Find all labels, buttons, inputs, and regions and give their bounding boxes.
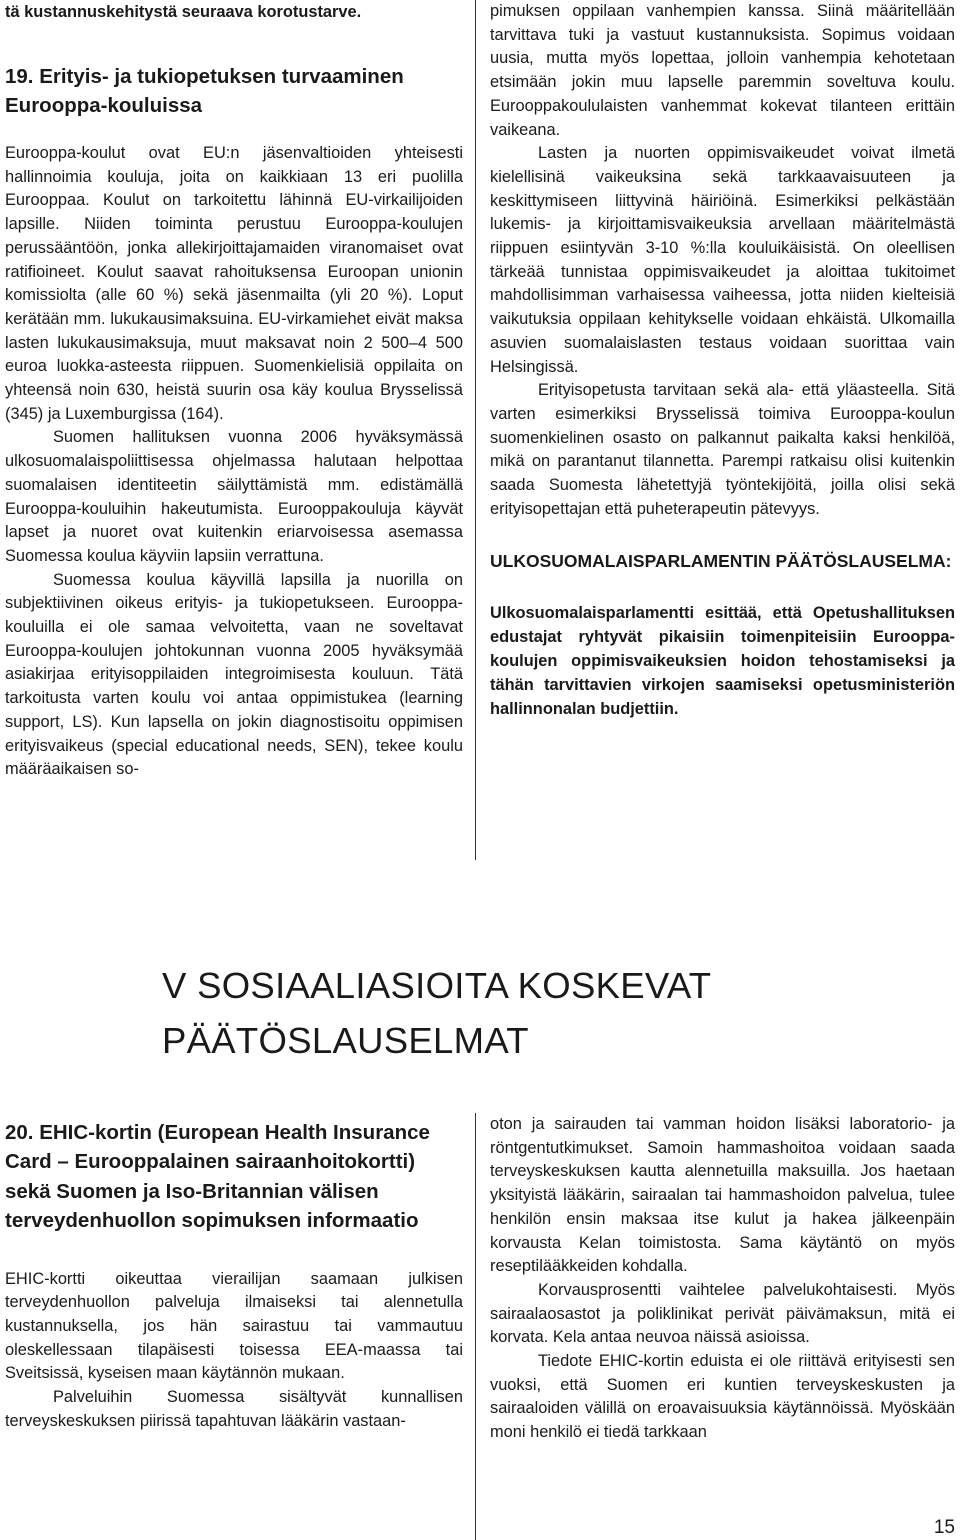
continued-text: tä kustannuskehitystä seuraava korotustarve. bbox=[5, 3, 362, 21]
section-20-title: 20. EHIC-kortin (European Health Insurance Card – Eurooppalainen sairaanhoitokortti) sekä Suomen ja Iso-Britannian välisen terveydenhuollon sopimuksen informaatio bbox=[5, 1121, 430, 1233]
bottom-right-column bbox=[490, 1113, 955, 1445]
resolution-text: Ulkosuomalaisparlamentti esittää, että Opetushallituksen edustajat ryhtyvät pikaisiin toimenpiteisiin Eurooppa-koulujen oppimisvaikeuksien hoidon tehostamiseksi ja tähän tarvittavien virkojen saamiseksi opetusministeriön hallinnonalan budjettiin. bbox=[490, 604, 955, 719]
paragraph: Palveluihin Suomessa sisältyvät kunnallisen terveyskeskuksen piirissä tapahtuvan lääkärin vastaan- bbox=[5, 1388, 463, 1430]
top-right-column bbox=[490, 0, 955, 738]
paragraph: Tiedote EHIC-kortin eduista ei ole riittävä erityisesti sen vuoksi, että Suomen eri kuntien terveyskeskusten ja sairaaloiden välillä on eroavaisuuksia käytännöissä. Myöskään moni henkilö ei tiedä tarkkaan bbox=[490, 1352, 955, 1442]
paragraph: Erityisopetusta tarvitaan sekä ala- että yläasteella. Sitä varten esimerkiksi Brysselissä toimiva Eurooppa-koulun suomenkielinen osasto on palkannut paikalta kaksi henkilöä, mikä on parantanut tilannetta. Parempi ratkaisu olisi kuitenkin saada Suomesta lähetettyjä työntekijöitä, joilla olisi sekä erityisopettajan että puheterapeutin pätevyys. bbox=[490, 381, 955, 518]
page-number: 15 bbox=[933, 1517, 955, 1538]
chapter-title: V SOSIAALIASIOITA KOSKEVAT PÄÄTÖSLAUSELMAT bbox=[162, 965, 711, 1061]
paragraph: Lasten ja nuorten oppimisvaikeudet voivat ilmetä kielellisinä vaikeuksina sekä tarkkaavaisuuteen ja keskittymiseen liittyvinä häiriöinä. Esimerkiksi pelkästään lukemis- ja kirjoittamisvaikeuksia arvellaan määritelmästä riippuen esiintyvän 3-10 %:lla kouluikäisistä. On oleellisen tärkeää tunnistaa oppimisvaikeudet ja aloittaa tukitoimet mahdollisimman varhaisessa vaiheessa, jotta niiden kielteisiä vaikutuksia oppilaan kehitykselle voidaan ehkäistä. Ulkomailla asuvien suomalaislasten testaus voidaan suorittaa vain Helsingissä. bbox=[490, 144, 955, 376]
top-left-column bbox=[5, 0, 463, 782]
bottom-left-column bbox=[5, 1118, 463, 1434]
paragraph: Korvausprosentti vaihtelee palvelukohtaisesti. Myös sairaalaosastot ja poliklinikat perivät päivämaksun, mitä ei korvata. Kela antaa neuvoa näissä asioissa. bbox=[490, 1280, 955, 1347]
paragraph: Suomen hallituksen vuonna 2006 hyväksymässä ulkosuomalaispoliittisessa ohjelmassa halutaan helpottaa suomalaisen identiteetin säilyttämistä mm. edistämällä Eurooppa-kouluihin hakeutumista. Eurooppakouluja käyvät lapset ja nuoret ovat kuitenkin eriarvoisessa asemassa Suomessa koulua käyviin lapsiin verrattuna. bbox=[5, 428, 463, 565]
paragraph: oton ja sairauden tai vamman hoidon lisäksi laboratorio- ja röntgentutkimukset. Samoin hammashoitoa voidaan saada terveyskeskuksen kautta alennetuilla maksuilla. Jos haetaan yksityistä lääkärin, sairaalan tai hammashoidon palvelua, tulee henkilön ensin maksaa itse kulut ja hakea jälkeenpäin korvausta Kelan toimistosta. Sama käytäntö on myös reseptilääkkeiden kohdalla. bbox=[490, 1115, 955, 1276]
section-19-title: 19. Erityis- ja tukiopetuksen turvaaminen Eurooppa-kouluissa bbox=[5, 65, 404, 117]
column-divider bbox=[475, 0, 476, 860]
paragraph: Suomessa koulua käyvillä lapsilla ja nuorilla on subjektiivinen oikeus erityis- ja tukiopetukseen. Eurooppa-kouluilla ei ole samaa velvoitetta, vaan ne soveltavat Eurooppa-koulujen johtokunnan vuonna 2005 hyväksymää asiakirjaa erityisoppilaiden integroimisesta kouluun. Tätä tarkoitusta varten koulu voi antaa oppimistukea (learning support, LS). Kun lapsella on jokin diagnostisoitu oppimisen erityisvaikeus (special educational needs, SEN), tekee koulu määräaikaisen so- bbox=[5, 570, 463, 779]
resolution-heading: ULKOSUOMALAISPARLAMENTIN PÄÄTÖSLAUSELMA: bbox=[490, 551, 952, 572]
paragraph: Eurooppa-koulut ovat EU:n jäsenvaltioiden yhteisesti hallinnoimia kouluja, joita on kaikkiaan 13 eri puolilla Eurooppaa. Koulut on tarkoitettu lähinnä EU-virkailijoiden lapsille. Niiden toiminta perustuu Eurooppa-koulujen perussääntöön, jonka allekirjoittajamaiden viranomaiset ovat ratifioineet. Koulut saavat rahoituksensa Euroopan unionin komissiolta (alle 60 %) sekä jäsenmailta (yli 20 %). Loput kerätään mm. lukukausimaksuina. EU-virkamiehet eivät maksa lasten lukukausimaksuja, muut maksavat noin 2 500–4 500 euroa luokka-asteesta riippuen. Suomenkielisiä oppilaita on yhteensä noin 630, heistä suurin osa käy koulua Brysselissä (345) ja Luxemburgissa (164). bbox=[5, 144, 463, 423]
paragraph: pimuksen oppilaan vanhempien kanssa. Siinä määritellään tarvittava tuki ja vastuut kustannuksista. Sopimus voidaan uusia, mutta myös lopettaa, jolloin vanhempia kehotetaan etsimään jokin muu lapselle paremmin soveltuva koulu. Eurooppakoululaisten vanhemmat kokevat tilanteen erittäin vaikeana. bbox=[490, 2, 955, 139]
paragraph: EHIC-kortti oikeuttaa vierailijan saamaan julkisen terveydenhuollon palveluja ilmaiseksi tai alennetulla kustannuksella, jos hän sairastuu tai vammautuu oleskellessaan tilapäisesti toisessa EEA-maassa tai Sveitsissä, kyseisen maan käytännön mukaan. bbox=[5, 1269, 463, 1383]
column-divider bbox=[475, 1113, 476, 1540]
